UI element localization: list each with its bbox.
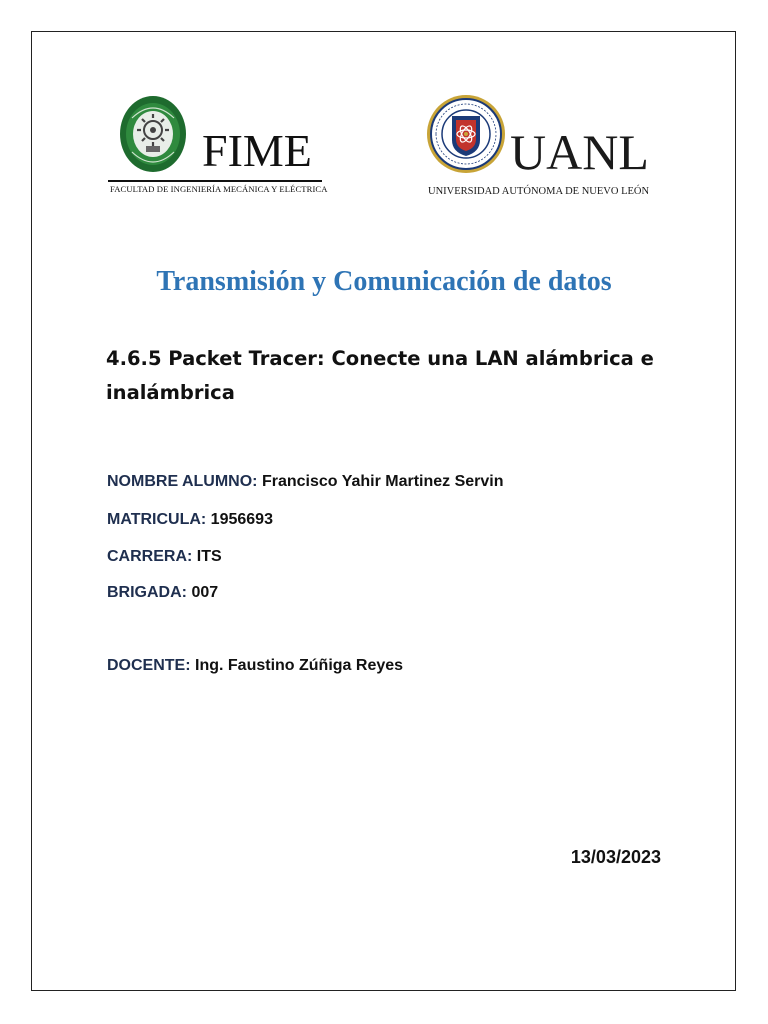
brigada-line [107, 584, 218, 602]
activity-title: 4.6.5 Packet Tracer: Conecte una LAN alámbrica e inalámbrica [106, 347, 654, 404]
brigada-label: BRIGADA: [107, 584, 187, 601]
uanl-logo [426, 94, 666, 202]
matricula-line [107, 511, 273, 529]
date: 13/03/2023 [570, 847, 661, 867]
student-name-value: Francisco Yahir Martinez Servin [257, 473, 504, 490]
carrera-line [107, 548, 222, 566]
matricula-label: MATRICULA: [107, 511, 207, 528]
fime-subtitle: FACULTAD DE INGENIERÍA MECÁNICA Y ELÉCTRICA [110, 184, 328, 194]
student-name-line [107, 473, 504, 491]
carrera-label: CARRERA: [107, 548, 193, 565]
student-name-label: NOMBRE ALUMNO: [107, 473, 258, 490]
docente-line [107, 657, 403, 675]
fime-wordmark: FIME [202, 125, 312, 176]
brigada-value: 007 [187, 584, 219, 601]
docente-label: DOCENTE: [107, 657, 191, 674]
course-title: Transmisión y Comunicación de datos [156, 266, 612, 297]
matricula-value: 1956693 [206, 511, 273, 528]
uanl-subtitle: UNIVERSIDAD AUTÓNOMA DE NUEVO LEÓN [428, 186, 650, 197]
uanl-wordmark: UANL [510, 124, 649, 180]
docente-value: Ing. Faustino Zúñiga Reyes [190, 657, 404, 674]
fime-logo [108, 92, 326, 202]
carrera-value: ITS [192, 548, 222, 565]
fime-seal-icon [118, 94, 188, 174]
uanl-seal-icon [426, 94, 506, 174]
fime-divider [108, 180, 322, 182]
